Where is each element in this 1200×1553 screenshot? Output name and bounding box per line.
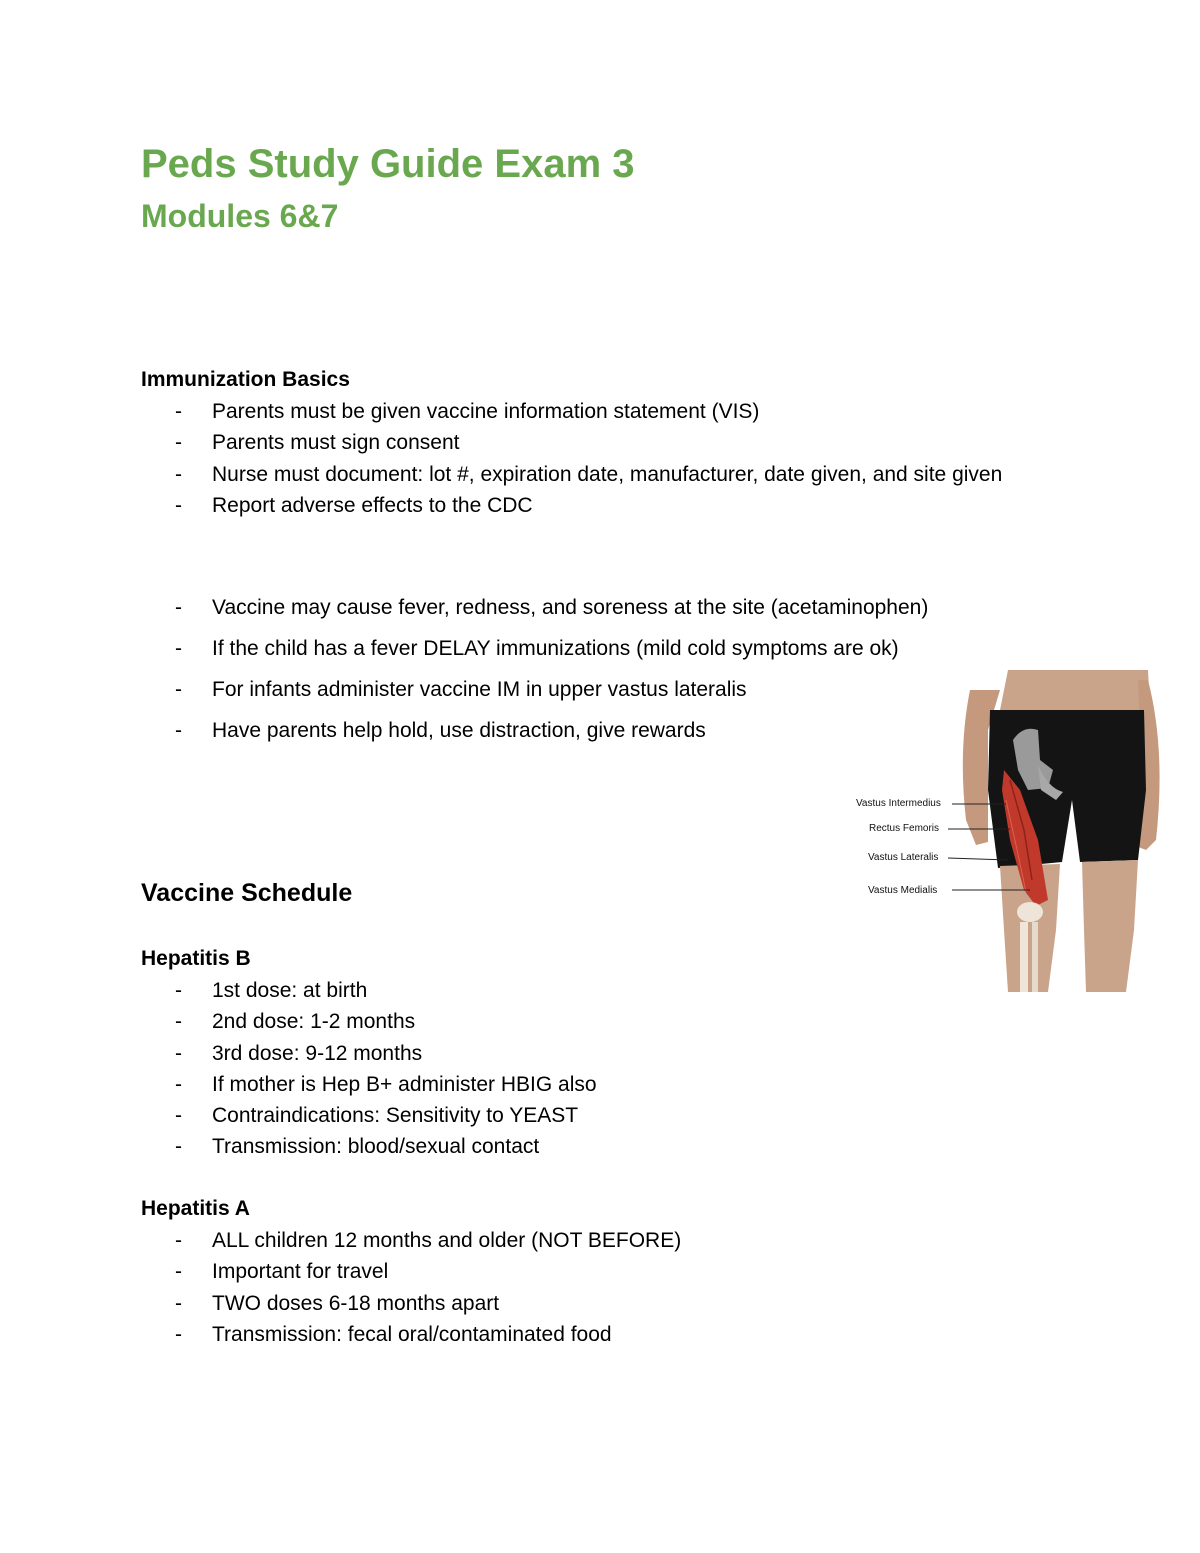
list-item: - 1st dose: at birth — [141, 975, 1051, 1006]
dash-marker: - — [175, 1291, 182, 1315]
label-vastus-intermedius: Vastus Intermedius — [856, 798, 941, 809]
vaccine-schedule-heading: Vaccine Schedule — [141, 879, 353, 907]
list-item: - Parents must sign consent — [141, 427, 1051, 458]
hepatitis-b-heading: Hepatitis B — [141, 947, 251, 970]
hepatitis-b-list — [141, 975, 1051, 1163]
list-item: - Have parents help hold, use distraction, give rewards — [141, 715, 1051, 746]
dash-marker: - — [175, 1135, 182, 1159]
list-item: - Parents must be given vaccine information statement (VIS) — [141, 396, 1051, 427]
list-item: - Transmission: fecal oral/contaminated food — [141, 1319, 1051, 1350]
list-item: - ALL children 12 months and older (NOT BEFORE) — [141, 1225, 1051, 1256]
list-item: - If the child has a fever DELAY immunizations (mild cold symptoms are ok) — [141, 633, 1051, 664]
label-rectus-femoris: Rectus Femoris — [869, 823, 940, 834]
dash-marker: - — [175, 462, 182, 486]
dash-marker: - — [175, 400, 182, 423]
dash-marker: - — [175, 678, 182, 702]
list-item: - Report adverse effects to the CDC — [141, 490, 1051, 521]
list-item: - Important for travel — [141, 1256, 1051, 1287]
dash-marker: - — [175, 493, 182, 517]
dash-marker: - — [175, 1104, 182, 1128]
list-item: - Contraindications: Sensitivity to YEAST — [141, 1100, 1051, 1131]
list-item: - Vaccine may cause fever, redness, and soreness at the site (acetaminophen) — [141, 592, 1051, 623]
label-vastus-lateralis: Vastus Lateralis — [868, 852, 939, 863]
thigh-muscle-figure — [848, 670, 1160, 992]
dash-marker: - — [175, 1010, 182, 1034]
hepatitis-a-list — [141, 1225, 1051, 1350]
dash-marker: - — [175, 1041, 182, 1065]
list-item: - If mother is Hep B+ administer HBIG also — [141, 1069, 1051, 1100]
hepatitis-a-heading: Hepatitis A — [141, 1197, 250, 1220]
list-item: - For infants administer vaccine IM in upper vastus lateralis — [141, 674, 1051, 705]
dash-marker: - — [175, 596, 182, 619]
list-item: - 3rd dose: 9-12 months — [141, 1038, 1051, 1069]
page-subtitle: Modules 6&7 — [141, 198, 339, 234]
label-vastus-medialis: Vastus Medialis — [868, 885, 938, 896]
dash-marker: - — [175, 1072, 182, 1096]
dash-marker: - — [175, 979, 182, 1002]
dash-marker: - — [175, 637, 182, 661]
list-item: - TWO doses 6-18 months apart — [141, 1288, 1051, 1319]
dash-marker: - — [175, 1260, 182, 1284]
immunization-basics-list — [141, 396, 1051, 521]
list-item: - Transmission: blood/sexual contact — [141, 1131, 1051, 1162]
page-title: Peds Study Guide Exam 3 — [141, 142, 635, 186]
list-item: - 2nd dose: 1-2 months — [141, 1006, 1051, 1037]
dash-marker: - — [175, 431, 182, 455]
dash-marker: - — [175, 1322, 182, 1346]
immunization-basics-heading: Immunization Basics — [141, 368, 350, 391]
dash-marker: - — [175, 1229, 182, 1252]
dash-marker: - — [175, 719, 182, 743]
list-item: - Nurse must document: lot #, expiration date, manufacturer, date given, and site given — [141, 459, 1051, 490]
